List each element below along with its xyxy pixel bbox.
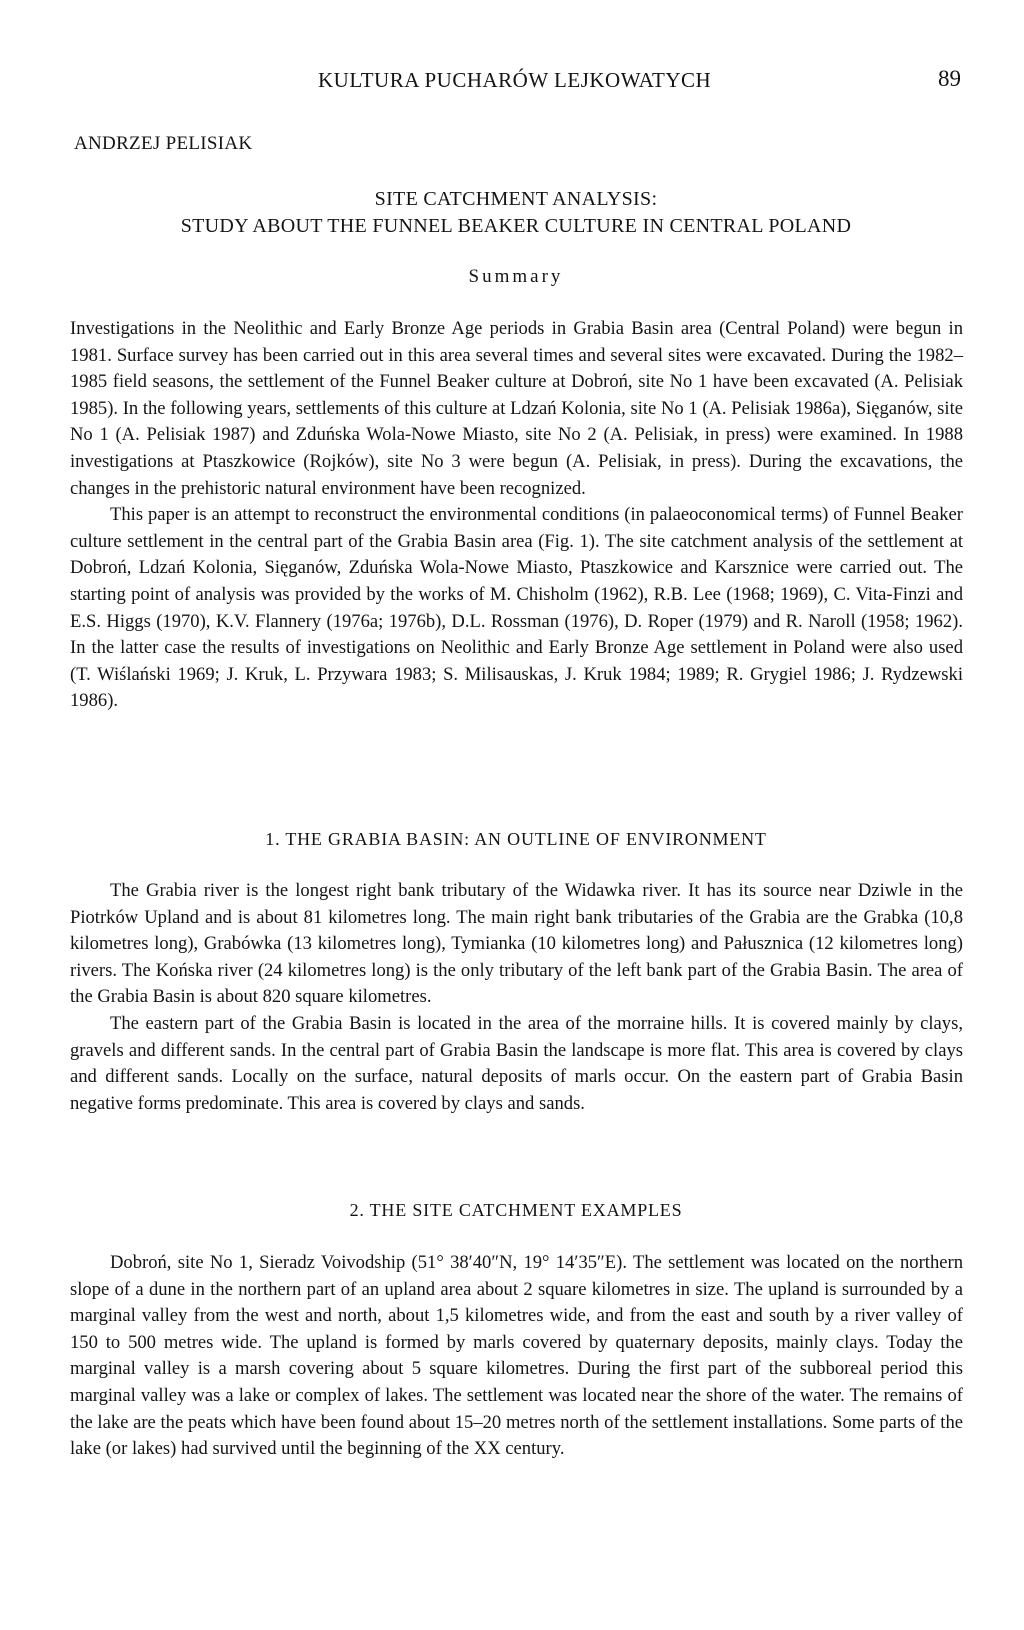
summary-paragraph-2: This paper is an attempt to reconstruct the environmental conditions (in palaeoconomical terms) of Funnel Beaker culture settlement in the central part of the Grabia Basin area (Fig. 1). The site catchment analysis of the settlement at Dobroń, Ldzań Kolonia, Sięganów, Zduńska Wola-Nowe Miasto, Ptaszkowice and Karsznice were carried out. The starting point of analysis was provided by the works of M. Chisholm (1962), R.B. Lee (1968; 1969), C. Vita-Finzi and E.S. Higgs (1970), K.V. Flannery (1976a; 1976b), D.L. Rossman (1976), D. Roper (1979) and R. Naroll (1958; 1962). In the latter case the results of investigations on Neolithic and Early Bronze Age settlement in Poland were also used (T. Wiślański 1969; J. Kruk, L. Przywara 1983; S. Milisauskas, J. Kruk 1984; 1989; R. Grygiel 1986; J. Rydzewski 1986). — [70, 504, 963, 712]
summary-body — [70, 316, 963, 715]
article-title — [66, 186, 966, 240]
section-2-paragraph-1: Dobroń, site No 1, Sieradz Voivodship (51° 38′40″N, 19° 14′35″E). The settlement was located on the northern slope of a dune in the northern part of an upland area about 2 square kilometres in size. The upland is surrounded by a marginal valley from the west and north, about 1,5 kilometres wide, and from the east and south by a river valley of 150 to 500 metres wide. The upland is formed by marls covered by quaternary deposits, mainly clays. Today the marginal valley is a marsh covering about 5 square kilometres. During the first part of the subboreal period this marginal valley was a lake or complex of lakes. The settlement was located near the shore of the water. The remains of the lake are the peats which have been found about 15–20 metres north of the settlement installations. Some parts of the lake (or lakes) had survived until the beginning of the XX century. — [70, 1252, 963, 1460]
section-1-body — [70, 878, 963, 1117]
section-1-heading: 1. THE GRABIA BASIN: AN OUTLINE OF ENVIRONMENT — [265, 829, 767, 849]
section-2-heading: 2. THE SITE CATCHMENT EXAMPLES — [349, 1200, 683, 1220]
section-2-body — [70, 1250, 963, 1463]
summary-paragraph-1: Investigations in the Neolithic and Early Bronze Age periods in Grabia Basin area (Central Poland) were begun in 1981. Surface survey has been carried out in this area several times and several sites were excavated. During the 1982–1985 field seasons, the settlement of the Funnel Beaker culture at Dobroń, site No 1 have been excavated (A. Pelisiak 1985). In the following years, settlements of this culture at Ldzań Kolonia, site No 1 (A. Pelisiak 1986a), Sięganów, site No 1 (A. Pelisiak 1987) and Zduńska Wola-Nowe Miasto, site No 2 (A. Pelisiak, in press) were examined. In 1988 investigations at Ptaszkowice (Rojków), site No 3 were begun (A. Pelisiak, in press). During the excavations, the changes in the prehistoric natural environment have been recognized. — [70, 318, 963, 499]
section-1-paragraph-1: The Grabia river is the longest right bank tributary of the Widawka river. It has its source near Dziwle in the Piotrków Upland and is about 81 kilometres long. The main right bank tributaries of the Grabia are the Grabka (10,8 kilometres long), Grabówka (13 kilometres long), Tymianka (10 kilometres long) and Pałusznica (12 kilometres long) rivers. The Końska river (24 kilometres long) is the only tributary of the left bank part of the Grabia Basin. The area of the Grabia Basin is about 820 square kilometres. — [70, 880, 963, 1008]
running-header: KULTURA PUCHARÓW LEJKOWATYCH — [318, 68, 712, 92]
page-number: 89 — [938, 66, 961, 91]
section-1-paragraph-2: The eastern part of the Grabia Basin is located in the area of the morraine hills. It is covered mainly by clays, gravels and different sands. In the central part of Grabia Basin the landscape is more flat. This area is covered by clays and different sands. Locally on the surface, natural deposits of marls occur. On the eastern part of Grabia Basin negative forms predominate. This area is covered by clays and sands. — [70, 1012, 963, 1114]
title-line-2: STUDY ABOUT THE FUNNEL BEAKER CULTURE IN CENTRAL POLAND — [180, 215, 852, 237]
title-line-1: SITE CATCHMENT ANALYSIS: — [374, 188, 658, 210]
author-name: ANDRZEJ PELISIAK — [74, 133, 253, 154]
summary-heading: Summary — [468, 266, 564, 287]
